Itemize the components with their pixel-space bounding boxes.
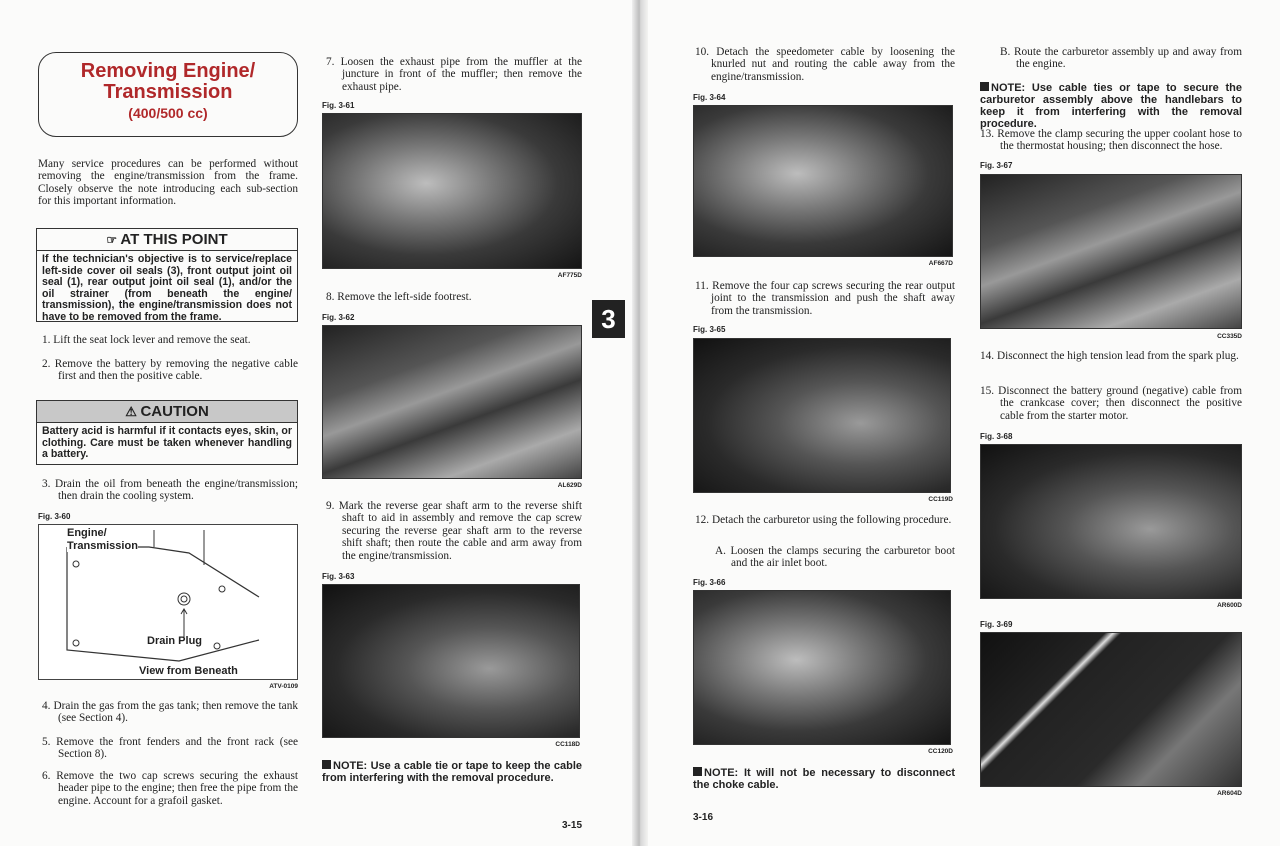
fig-3-65-photo [693,338,951,493]
fig-3-69-label: Fig. 3-69 [980,620,1013,629]
caution-heading: CAUTION [140,403,209,420]
note-cable-tie [322,760,582,784]
fig-3-69-code: AR604D [1217,790,1242,797]
fig-3-60-diagram [38,524,298,680]
intro-text: Many service procedures can be performed without removing the engine/transmission from the frame. Closely observe the note introducing each sub-section for this important information. [38,158,298,208]
fig-3-61-label: Fig. 3-61 [322,101,355,110]
title-box [38,52,298,137]
note-choke-cable [693,767,955,791]
step-4: 4. Drain the gas from the gas tank; then remove the tank (see Section 4). [42,700,298,725]
note-square-icon [980,82,989,91]
page-number-right: 3-16 [693,812,714,823]
fig-3-60-code: ATV-0109 [269,683,298,690]
fig-3-60-label: Fig. 3-60 [38,512,71,521]
fig-3-61-photo [322,113,582,269]
step-15: 15. Disconnect the battery ground (negative) cable from the crankcase cover; then disconnect the positive cable from the starter motor. [980,385,1242,422]
page-gutter [632,0,648,846]
right-page [648,0,1280,846]
at-this-point-heading: AT THIS POINT [120,231,228,248]
step-7: 7. Loosen the exhaust pipe from the muffler at the juncture in front of the muffler; then remove the exhaust pipe. [326,56,582,93]
note-text: NOTE: Use cable ties or tape to secure the carburetor assembly above the handlebars to keep it from interfering with the removal procedure. [980,82,1242,130]
note-text: NOTE: Use a cable tie or tape to keep the cable from interfering with the removal procedure. [322,760,582,784]
warning-triangle-icon: ⚠ [125,404,141,419]
caution-box [36,400,298,465]
fig-3-67-label: Fig. 3-67 [980,161,1013,170]
step-10: 10. Detach the speedometer cable by loosening the knurled nut and routing the cable away from the engine/transmission. [695,46,955,83]
step-6: 6. Remove the two cap screws securing the exhaust header pipe to the engine; then free the pipe from the engine. Account for a grafoil gasket. [42,770,298,807]
note-square-icon [693,767,702,776]
note-square-icon [322,760,331,769]
fig-3-66-photo [693,590,951,745]
step-12b: B. Route the carburetor assembly up and away from the engine. [1000,46,1242,71]
fig-3-65-code: CC119D [928,496,953,503]
note-carburetor [980,82,1242,130]
title-sub: (400/500 cc) [128,105,208,121]
fig-3-63-label: Fig. 3-63 [322,572,355,581]
step-8: 8. Remove the left-side footrest. [326,291,472,303]
step-3: 3. Drain the oil from beneath the engine/transmission; then drain the cooling system. [42,478,298,503]
fig-3-64-photo [693,105,953,257]
left-page [0,0,638,846]
caution-text: Battery acid is harmful if it contacts eyes, skin, or clothing. Care must be taken whenever handling a battery. [42,425,292,461]
fig-3-63-code: CC118D [555,741,580,748]
section-tab-number: 3 [601,304,616,334]
step-5: 5. Remove the front fenders and the front rack (see Section 8). [42,736,298,761]
fig-3-68-label: Fig. 3-68 [980,432,1013,441]
fig-3-69-photo [980,632,1242,787]
fig-3-62-label: Fig. 3-62 [322,313,355,322]
fig-3-67-photo [980,174,1242,329]
fig-3-64-label: Fig. 3-64 [693,93,726,102]
callout-transmission: Transmission [67,540,138,552]
title-line1: Removing Engine/ [80,60,256,82]
fig-3-66-label: Fig. 3-66 [693,578,726,587]
fig-3-68-photo [980,444,1242,599]
fig-3-63-photo [322,584,580,738]
step-9: 9. Mark the reverse gear shaft arm to the reverse shift shaft to aid in assembly and remove the cap screw securing the reverse gear shaft arm to the reverse shift shaft; then route the cable and arm away from the engine/transmission. [326,500,582,562]
fig-3-65-label: Fig. 3-65 [693,325,726,334]
step-14: 14. Disconnect the high tension lead from the spark plug. [980,350,1239,362]
fig-3-66-code: CC120D [928,748,953,755]
fig-3-67-code: CC335D [1217,333,1242,340]
fig-3-64-code: AF667D [928,260,953,267]
at-this-point-text: If the technician's objective is to service/replace left-side cover oil seals (3), front output joint oil seal (1), rear output joint oil seal (1), and/or the oil strainer (from beneath the engine/ transmission), the engine/transmission does not have to be removed from the frame. [42,253,292,323]
section-tab [592,300,625,338]
callout-drain-plug: Drain Plug [147,635,203,647]
fig-3-62-code: AL629D [557,482,582,489]
step-11: 11. Remove the four cap screws securing the rear output joint to the transmission and push the shaft away from the transmission. [695,280,955,317]
step-1: 1. Lift the seat lock lever and remove the seat. [42,334,251,346]
step-12: 12. Detach the carburetor using the following procedure. [695,514,952,526]
pointing-hand-icon: ☞ [106,233,121,247]
title-line2: Transmission [103,81,233,103]
fig-3-62-photo [322,325,582,479]
at-this-point-box [36,228,298,322]
page-number-left: 3-15 [562,820,583,831]
fig-3-68-code: AR600D [1217,602,1242,609]
step-12a: A. Loosen the clamps securing the carburetor boot and the air inlet boot. [715,545,955,570]
step-2: 2. Remove the battery by removing the negative cable first and then the positive cable. [42,358,298,383]
step-13: 13. Remove the clamp securing the upper coolant hose to the thermostat housing; then disconnect the hose. [980,128,1242,153]
caption-view-from-beneath: View from Beneath [139,665,238,677]
fig-3-61-code: AF775D [557,272,582,279]
note-text: NOTE: It will not be necessary to disconnect the choke cable. [693,767,955,791]
callout-engine: Engine/ [67,527,107,539]
